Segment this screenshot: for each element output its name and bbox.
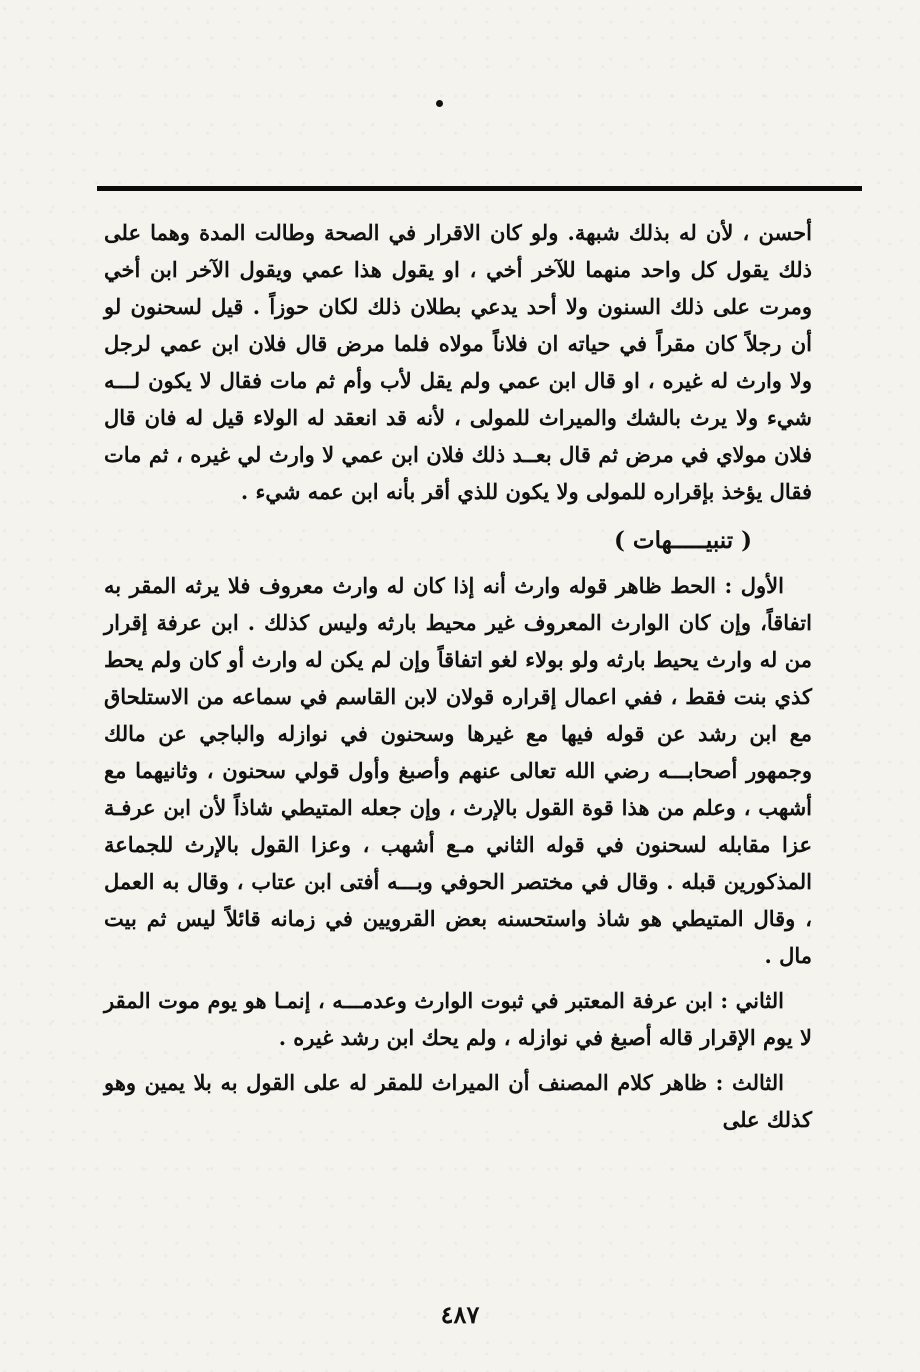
body-text <box>104 214 812 1138</box>
page-number: ٤٨٧ <box>440 1300 480 1329</box>
section-heading: ( تنبيـــــهات ) <box>614 527 752 554</box>
paragraph-third-note: الثالث : ظاهر كلام المصنف أن الميراث للمقر له على القول به بلا يمين وهو كذلك على <box>104 1070 812 1132</box>
header-rule <box>97 186 862 191</box>
paragraph-intro: أحسن ، لأن له بذلك شبهة. ولو كان الاقرار في الصحة وطالت المدة وهما على ذلك يقول كل واحد منهما للآخر أخي ، او يقول هذا عمي ويقول الآخر ابن أخي ومرت على ذلك السنون ولا أحد يدعي بطلان ذلك لكان حوزاً . قيل لسحنون لو أن رجلاً كان مقراً في حياته ان فلاناً مولاه فلما مرض قال فلان ابن عمي لرجل ولا وارث له غيره ، او قال ابن عمي ولم يقل لأب وأم ثم مات فقال لا يكون لـــه شيء ولا يرث بالشك والميراث للمولى ، لأنه قد انعقد له الولاء قيل له فان قال فلان مولاي في مرض ثم قال بعــد ذلك فلان ابن عمي لا وارث لي غيره ، ثم مات فقال يؤخذ بإقراره للمولى ولا يكون للذي أقر بأنه ابن عمه شيء . <box>104 220 812 504</box>
paragraph-first-note: الأول : الحط ظاهر قوله وارث أنه إذا كان له وارث معروف فلا يرثه المقر به اتفاقاً، وإن كان الوارث المعروف غير محيط بارثه وليس كذلك . ابن عرفة إقرار من له وارث يحيط بارثه ولو بولاء لغو اتفاقاً وإن لم يكن له وارث أو كان ولم يحط كذي بنت فقط ، ففي اعمال إقراره قولان لابن القاسم في سماعه من الاستلحاق مع ابن رشد عن قوله فيها مع غيرها وسحنون في نوازله والباجي عن مالك وجمهور أصحابـــه رضي الله تعالى عنهم وأصبغ وأول قولي سحنون ، وثانيهما مع أشهب ، وعلم من هذا قوة القول بالإرث ، وإن جعله المتيطي شاذاً لأن ابن عرفـة عزا مقابله لسحنون في قوله الثاني مـع أشهب ، وعزا القول بالإرث للجماعة المذكورين قبله . وقال في مختصر الحوفي وبـــه أفتى ابن عتاب ، وقال به العمل ، وقال المتيطي هو شاذ واستحسنه بعض القرويين في زمانه قائلاً ليس ثم بيت مال . <box>104 573 812 968</box>
header-dot <box>436 100 443 107</box>
paragraph-second-note: الثاني : ابن عرفة المعتبر في ثبوت الوارث وعدمـــه ، إنمـا هو يوم موت المقر لا يوم الإقرار قاله أصبغ في نوازله ، ولم يحك ابن رشد غيره . <box>104 988 812 1050</box>
